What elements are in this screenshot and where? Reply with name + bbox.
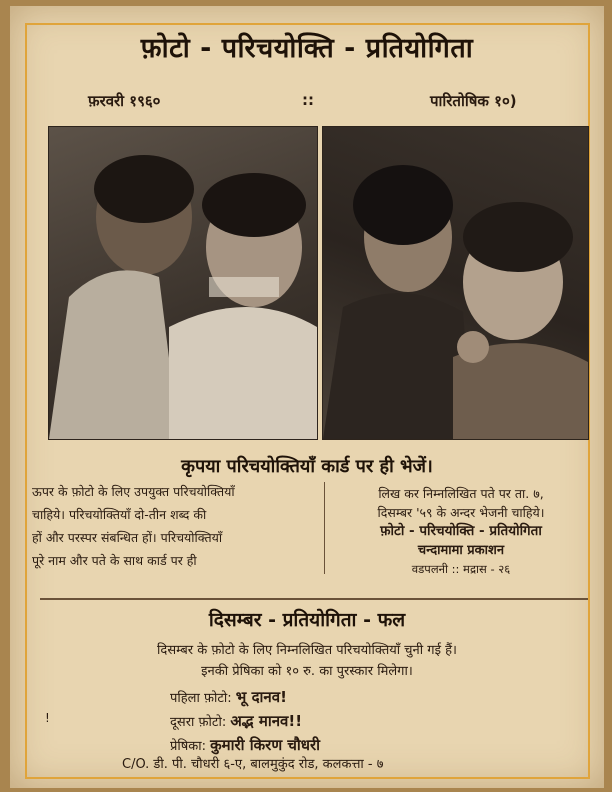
publisher-name: चन्दामामा प्रकाशन <box>417 543 505 558</box>
winner-second <box>170 710 320 734</box>
sender-name: कुमारी किरण चौधरी <box>210 736 321 754</box>
left-line: हों और परस्पर संबन्धित हों। परिचयोक्तियाँ <box>32 530 223 545</box>
right-line: दिसम्बर '५९ के अन्दर भेजनी चाहिये। <box>377 505 545 520</box>
address-title: फ़ोटो - परिचयोक्ति - प्रतियोगिता <box>380 523 542 539</box>
photo-boys-illustration <box>49 127 317 439</box>
winner-list <box>170 686 320 758</box>
left-line: पूरे नाम और पते के साथ कार्ड पर ही <box>32 553 197 568</box>
photo-two-boys <box>48 126 318 440</box>
margin-mark: ! <box>45 711 50 725</box>
instructions-heading: कृपया परिचयोक्तियाँ कार्ड पर ही भेजें। <box>181 456 433 477</box>
result-line: दिसम्बर के फ़ोटो के लिए निम्नलिखित परिचयोक्तियाँ चुनी गई हैं। <box>157 643 457 658</box>
instructions-left-column <box>32 480 317 572</box>
publisher-city: वडपलनी :: मद्रास - २६ <box>411 562 511 576</box>
left-line: चाहिये। परिचयोक्तियाँ दो-तीन शब्द की <box>32 507 207 522</box>
magazine-page <box>10 6 604 788</box>
first-photo-caption: भू दानव! <box>235 688 287 706</box>
section-divider <box>40 598 588 600</box>
first-photo-label: पहिला फ़ोटो: <box>170 691 232 706</box>
second-photo-caption: अद्भ मानव!! <box>230 712 303 730</box>
instructions-right-column <box>336 484 586 579</box>
sender-label: प्रेषिका: <box>170 739 207 754</box>
winner-first <box>170 686 320 710</box>
prize-amount: पारितोषिक १०) <box>430 92 517 110</box>
right-line: लिख कर निम्नलिखित पते पर ता. ७, <box>378 486 544 501</box>
left-line: ऊपर के फ़ोटो के लिए उपयुक्त परिचयोक्तियाँ <box>32 484 235 499</box>
column-divider <box>324 482 325 574</box>
page-title: फ़ोटो - परिचयोक्ति - प्रतियोगिता <box>140 33 474 64</box>
result-line: इनकी प्रेषिका को १० रु. का पुरस्कार मिलेगा। <box>201 664 413 679</box>
result-description <box>10 640 604 682</box>
photo-women-illustration <box>323 127 588 439</box>
result-heading: दिसम्बर - प्रतियोगिता - फल <box>208 609 406 631</box>
header-separator: :: <box>302 91 314 109</box>
sender-address: C/O. डी. पी. चौधरी ६-ए, बालमुकुंद रोड, कलकत्ता - ७ <box>122 757 384 772</box>
second-photo-label: दूसरा फ़ोटो: <box>170 715 227 730</box>
issue-date: फ़रवरी १९६० <box>88 92 161 110</box>
photo-two-women <box>322 126 589 440</box>
